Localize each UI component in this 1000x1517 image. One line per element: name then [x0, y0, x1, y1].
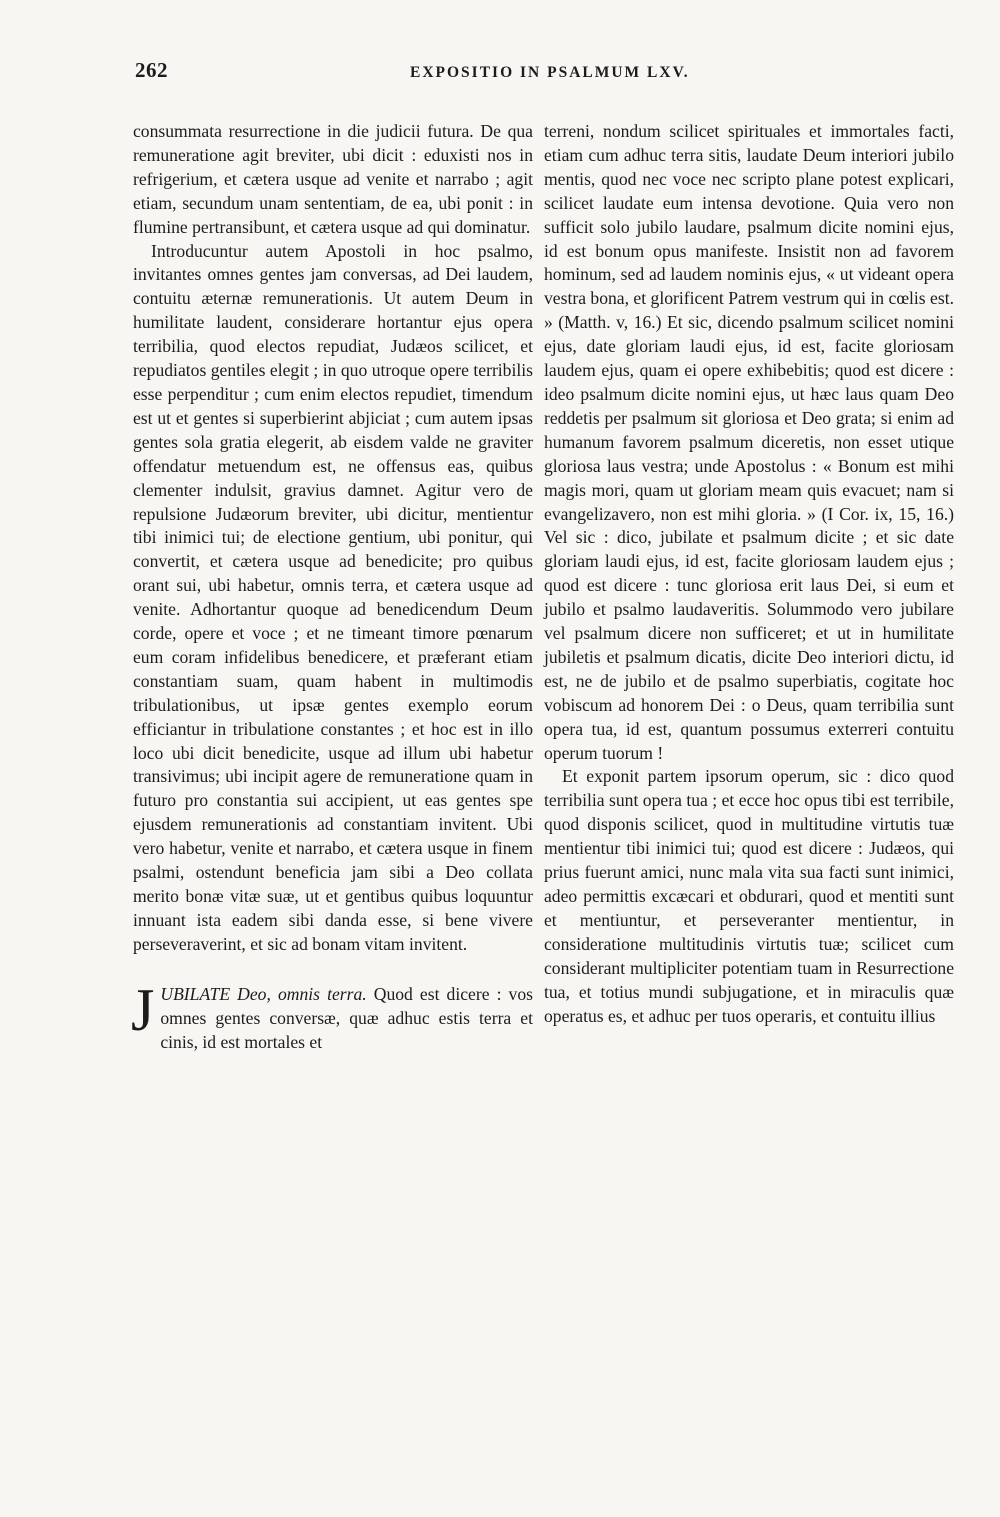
- paragraph: Introducuntur autem Apostoli in hoc psalmo, invitantes omnes gentes jam conversas, ad Dei laudem, contuitu æternæ remunerationis. Ut autem Deum in humilitate laudent, considerare hortantur ejus opera terribilia, quod electos repudiat, Judæos scilicet, et repudiatos gentiles elegit ; in quo utroque opere terribilis esse perpenditur ; cum enim electos repudiet, timendum est ut et gentes si superbierint abjiciat ; cum autem ipsas gentes sola gratia elegerit, ab eisdem valde ne graviter offendatur metuendum est, ne offensus eas, quibus clementer indulsit, gravius damnet. Agitur vero de repulsione Judæorum breviter, ubi dicitur, mentientur tibi inimici tui; de electione gentium, ubi ponitur, qui convertit, et cætera usque ad benedicite; pro quibus orant sui, ubi habetur, omnis terra, et cætera usque ad venite. Adhortantur quoque ad benedicendum Deum corde, opere et voce ; et ne timeant timore pœnarum eum coram infidelibus benedicere, et præferant etiam constantiam suam, quam habent in multimodis tribulationibus, ut ipsæ gentes exemplo eorum efficiantur in tribulatione constantes ; et hoc est in illo loco ubi dicit benedicite, usque ad illum ubi habetur transivimus; ubi incipit agere de remuneratione quam in futuro pro constantia sui accipient, ut eas gentes spe ejusdem remunerationis ad constantiam invitent. Ubi vero habetur, venite et narrabo, et cætera usque in finem psalmi, ostendunt beneficia jam sibi a Deo collata merito bonæ vitæ suæ, ut et gentibus quibus loquuntur innuant ista eadem sibi danda esse, si bene vivere perseveraverint, et sic ad bonam vitam invitent.: [133, 240, 533, 954]
- running-title: EXPOSITIO IN PSALMUM LXV.: [410, 64, 690, 81]
- lead-verse: UBILATE Deo, omnis terra.: [160, 983, 367, 1004]
- running-head: [135, 58, 940, 88]
- lead-text: Quod est dicere : vos omnes gentes conversæ, quæ adhuc estis terra et cinis, id est mortales et: [160, 983, 533, 1052]
- drop-cap: J: [131, 976, 155, 1043]
- lead-paragraph: [131, 976, 533, 1055]
- paragraph: consummata resurrectione in die judicii futura. De qua remuneratione agit breviter, ubi dicit : eduxisti nos in refrigerium, et cætera usque ad venite et narrabo ; agit etiam, secundum unam sententiam, de ea, ubi ponit : in flumine pertransibunt, et cætera usque ad qui dominatur.: [133, 121, 533, 237]
- left-column: [133, 120, 533, 1054]
- paragraph: terreni, nondum scilicet spirituales et immortales facti, etiam cum adhuc terra sitis, laudate Deum interiori jubilo mentis, quod nec voce nec scripto plane potest explicari, scilicet laudate eum intensa devotione. Quia vero non sufficit solo jubilo laudare, psalmum dicite nomini ejus, id est bonum opus manifeste. Insistit non ad favorem hominum, sed ad laudem nominis ejus, « ut videant opera vestra bona, et glorificent Patrem vestrum qui in cœlis est. » (Matth. v, 16.) Et sic, dicendo psalmum scilicet nomini ejus, date gloriam laudi ejus, id est, facite gloriosam laudem ejus, quam ei opere exhibebitis; quod est dicere : ideo psalmum dicite nomini ejus, ut hæc laus quam Deo reddetis per psalmum sit gloriosa et Deo grata; si enim ad humanum favorem psalmum diceretis, non esset utique gloriosa laus vestra; unde Apostolus : « Bonum est mihi magis mori, quam ut gloriam meam quis evacuet; nam si evangelizavero, non est mihi gloria. » (I Cor. ix, 15, 16.) Vel sic : dico, jubilate et psalmum dicite ; et sic date gloriam laudi ejus, id est, facite gloriosam laudem ejus ; quod est dicere : tunc gloriosa erit laus Dei, si eum et jubilo et psalmo laudaveritis. Solummodo vero jubilare vel psalmum dicere non sufficeret; et ut in humilitate jubiletis et psalmum dicatis, dicite Deo interiori dictu, id est, ne de jubilo et de psalmo superbiatis, cogitate hoc vobiscum ad honorem Dei : o Deus, quam terribilia sunt opera tua, id est, quantum possumus exterreri contuitu operum tuorum !: [544, 121, 954, 763]
- right-column: [544, 120, 954, 1028]
- page-number: 262: [135, 58, 168, 82]
- paragraph: Et exponit partem ipsorum operum, sic : dico quod terribilia sunt opera tua ; et ecce hoc opus tibi est terribile, quod disponis scilicet, quod in multitudine virtutis tuæ mentientur tibi inimici tui; quod est dicere : Judæos, qui prius fuerunt amici, nunc mala vita sua facti sunt inimici, adeo permittis excæcari et obdurari, quod et mentiti sunt et mentiuntur, et perseveranter mentientur, in consideratione multitudinis virtutis tuæ; scilicet cum considerant multipliciter potentiam tuam in Resurrectione tua, et totius mundi subjugatione, et in miraculis quæ operatus es, et adhuc per tuos operaris, et contuitu illius: [544, 766, 954, 1026]
